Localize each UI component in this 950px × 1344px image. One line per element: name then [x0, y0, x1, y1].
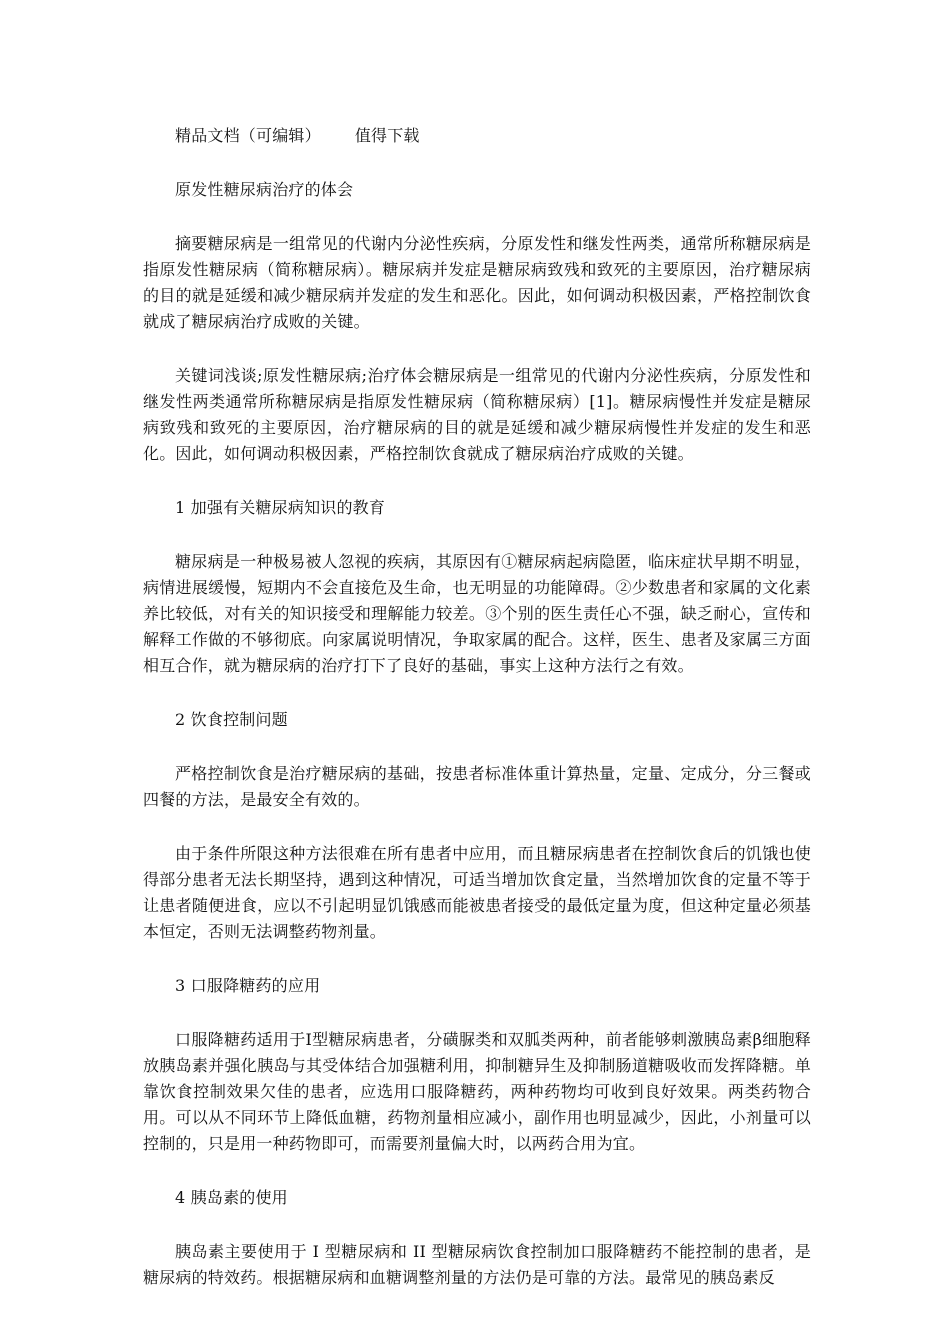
abstract-paragraph: 摘要糖尿病是一组常见的代谢内分泌性疾病，分原发性和继发性两类，通常所称糖尿病是指原发性糖尿病（简称糖尿病）。糖尿病并发症是糖尿病致残和致死的主要原因，治疗糖尿病的目的就是延缓和减少糖尿病并发症的发生和恶化。因此，如何调动积极因素，严格控制饮食就成了糖尿病治疗成败的关键。	[143, 234, 811, 331]
section-2-paragraph-2: 由于条件所限这种方法很难在所有患者中应用，而且糖尿病患者在控制饮食后的饥饿也使得部分患者无法长期坚持，遇到这种情况，可适当增加饮食定量，当然增加饮食的定量不等于让患者随便进食，应以不引起明显饥饿感而能被患者接受的最低定量为度，但这种定量必须基本恒定，否则无法调整药物剂量。	[143, 844, 811, 941]
document-header	[143, 123, 811, 149]
section-3-heading: 3 口服降糖药的应用	[175, 976, 321, 995]
document-body	[143, 123, 811, 1291]
section-4-paragraph: 胰岛素主要使用于 I 型糖尿病和 II 型糖尿病饮食控制加口服降糖药不能控制的患者，是糖尿病的特效药。根据糖尿病和血糖调整剂量的方法仍是可靠的方法。最常见的胰岛素反	[143, 1242, 811, 1287]
section-2-paragraph-1: 严格控制饮食是治疗糖尿病的基础，按患者标准体重计算热量，定量、定成分，分三餐或四餐的方法，是最安全有效的。	[143, 764, 811, 809]
section-4-heading: 4 胰岛素的使用	[175, 1188, 288, 1207]
header-left-label: 精品文档（可编辑）	[175, 126, 321, 145]
keywords-paragraph: 关键词浅谈;原发性糖尿病;治疗体会糖尿病是一组常见的代谢内分泌性疾病，分原发性和继发性两类通常所称糖尿病是指原发性糖尿病（简称糖尿病）[1]。糖尿病慢性并发症是糖尿病致残和致死的主要原因，治疗糖尿病的目的就是延缓和减少糖尿病慢性并发症的发生和恶化。因此，如何调动积极因素，严格控制饮食就成了糖尿病治疗成败的关键。	[143, 366, 811, 463]
section-3-paragraph: 口服降糖药适用于Ⅰ型糖尿病患者，分磺脲类和双胍类两种，前者能够刺激胰岛素β细胞释放胰岛素并强化胰岛与其受体结合加强糖利用，抑制糖异生及抑制肠道糖吸收而发挥降糖。单靠饮食控制效果欠佳的患者，应选用口服降糖药，两种药物均可收到良好效果。两类药物合用。可以从不同环节上降低血糖，药物剂量相应减小，副作用也明显减少，因此，小剂量可以控制的，只是用一种药物即可，而需要剂量偏大时，以两药合用为宜。	[143, 1030, 811, 1153]
section-1-heading: 1 加强有关糖尿病知识的教育	[175, 498, 386, 517]
header-right-label: 值得下载	[354, 126, 420, 145]
document-title: 原发性糖尿病治疗的体会	[175, 180, 354, 199]
section-2-heading: 2 饮食控制问题	[175, 710, 288, 729]
section-1-paragraph: 糖尿病是一种极易被人忽视的疾病，其原因有①糖尿病起病隐匿，临床症状早期不明显，病情进展缓慢，短期内不会直接危及生命，也无明显的功能障碍。②少数患者和家属的文化素养比较低，对有关的知识接受和理解能力较差。③个别的医生责任心不强，缺乏耐心，宣传和解释工作做的不够彻底。向家属说明情况，争取家属的配合。这样，医生、患者及家属三方面相互合作，就为糖尿病的治疗打下了良好的基础，事实上这种方法行之有效。	[143, 552, 811, 675]
